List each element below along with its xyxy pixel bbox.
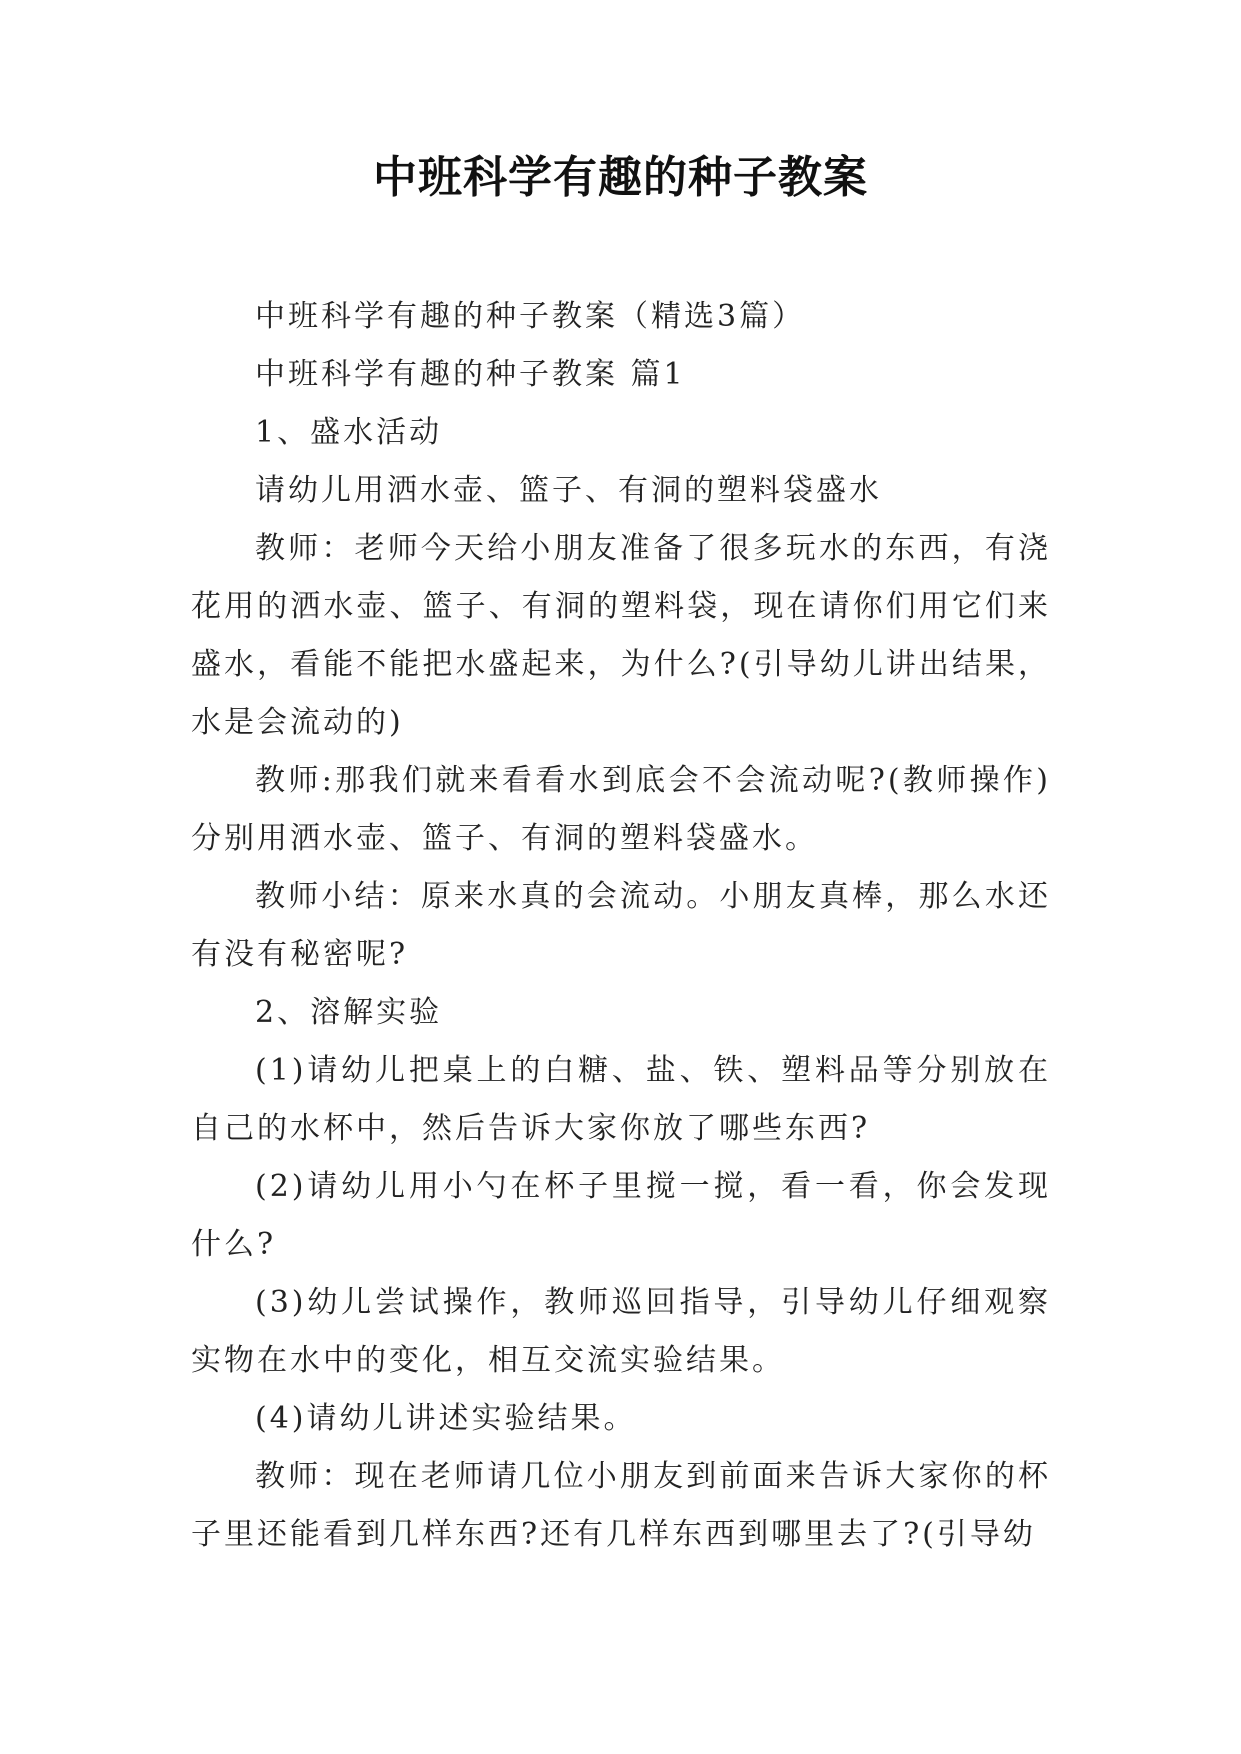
document-body	[191, 288, 1051, 1564]
paragraph-activity-1: 1、盛水活动	[255, 415, 443, 450]
paragraph-subtitle: 中班科学有趣的种子教案（精选3篇）	[255, 299, 806, 334]
paragraph: (1)请幼儿把桌上的白糖、盐、铁、塑料品等分别放在自己的水杯中，然后告诉大家你放了哪些东西?	[191, 1053, 1051, 1146]
paragraph-activity-2: 2、溶解实验	[255, 995, 443, 1030]
paragraph: 请幼儿用洒水壶、篮子、有洞的塑料袋盛水	[255, 473, 882, 508]
paragraph: 教师:那我们就来看看水到底会不会流动呢?(教师操作)分别用洒水壶、篮子、有洞的塑料袋盛水。	[191, 763, 1051, 856]
paragraph: (4)请幼儿讲述实验结果。	[255, 1401, 637, 1436]
paragraph: 教师：现在老师请几位小朋友到前面来告诉大家你的杯子里还能看到几样东西?还有几样东西到哪里去了?(引导幼	[191, 1459, 1051, 1552]
document-title: 中班科学有趣的种子教案	[373, 152, 868, 203]
paragraph-section-heading: 中班科学有趣的种子教案 篇1	[255, 357, 686, 392]
paragraph: 教师小结：原来水真的会流动。小朋友真棒，那么水还有没有秘密呢?	[191, 879, 1051, 972]
paragraph: (2)请幼儿用小勺在杯子里搅一搅，看一看，你会发现什么?	[191, 1169, 1051, 1262]
paragraph: (3)幼儿尝试操作，教师巡回指导，引导幼儿仔细观察实物在水中的变化，相互交流实验结果。	[191, 1285, 1051, 1378]
paragraph: 教师：老师今天给小朋友准备了很多玩水的东西，有浇花用的洒水壶、篮子、有洞的塑料袋，现在请你们用它们来盛水，看能不能把水盛起来，为什么?(引导幼儿讲出结果，水是会流动的)	[191, 531, 1051, 740]
